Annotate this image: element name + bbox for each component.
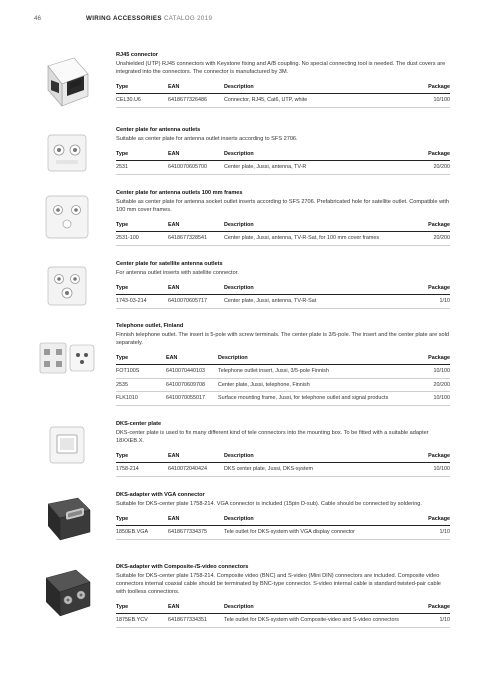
section-description: DKS-center plate is used to fix many different kind of tele connectors into the mounting box. To be fitted with a suitable adapter 18XXEB.X. <box>116 430 429 444</box>
product-table <box>116 452 450 477</box>
section-description: For antenna outlet inserts with satellite connector. <box>116 270 239 276</box>
ean-cell: 6410070605717 <box>168 295 224 309</box>
section-title: Center plate for satellite antenna outlets <box>116 261 223 267</box>
table-row <box>116 365 450 379</box>
section-description: Suitable as center plate for antenna outlet inserts according to SFS 2706. <box>116 136 298 142</box>
column-header-type: Type <box>116 452 168 463</box>
table-row <box>116 526 450 540</box>
section-description: Unshielded (UTP) RJ45 connectors with Keystone fixing and A/B coupling. No special connecting tool is needed. The dust covers are integrated into the connectors. The connector is manufactured by 3M. <box>116 61 446 75</box>
section-title: Center plate for antenna outlets 100 mm frames <box>116 190 243 196</box>
column-header-ean: EAN <box>168 452 224 463</box>
description-cell: Center plate, Jussi, telephone, Finnish <box>218 378 424 392</box>
section-title: DKS-center plate <box>116 421 162 427</box>
satellite-center-plate-image <box>34 261 100 323</box>
catalog-title-bold: WIRING ACCESSORIES <box>86 15 162 22</box>
column-header-ean: EAN <box>166 354 218 365</box>
type-cell: CEL30.U6 <box>116 94 168 108</box>
column-header-ean: EAN <box>168 603 224 614</box>
column-header-ean: EAN <box>168 150 224 161</box>
product-table <box>116 284 450 309</box>
column-header-package: Package <box>403 83 450 94</box>
ean-cell: 6418677326486 <box>168 94 224 108</box>
package-cell: 10/100 <box>403 94 450 108</box>
table-row <box>116 463 450 477</box>
section-title: RJ45 connector <box>116 52 158 58</box>
product-table <box>116 515 450 540</box>
dks-video-adapter-image <box>34 564 100 626</box>
ean-cell: 6410072040424 <box>168 463 224 477</box>
description-cell: Connector, RJ45, Cat6, UTP, white <box>224 94 403 108</box>
type-cell: FLK1010 <box>116 392 166 406</box>
type-cell: 2535 <box>116 378 166 392</box>
section-title: DKS-adapter with Composite-/S-video connectors <box>116 564 249 570</box>
description-cell: Center plate, Jussi, antenna, TV-R-Sat, for 100 mm cover frames <box>224 232 422 246</box>
package-cell: 10/100 <box>424 365 450 379</box>
column-header-description: Description <box>224 452 405 463</box>
column-header-type: Type <box>116 603 168 614</box>
column-header-description: Description <box>224 150 403 161</box>
column-header-package: Package <box>424 354 450 365</box>
column-header-type: Type <box>116 354 166 365</box>
product-table <box>116 603 450 628</box>
column-header-description: Description <box>218 354 424 365</box>
description-cell: Tele outlet for DKS-system with Composite-video and S-video connectors <box>224 614 425 628</box>
column-header-description: Description <box>224 284 407 295</box>
antenna-center-plate-image <box>34 127 100 189</box>
description-cell: Tele outlet for DKS-system with VGA display connector <box>224 526 418 540</box>
section-description: Suitable as center plate for antenna socket outlet inserts according to SFS 2706. Prefabricated hole for satellite outlet. Compatible with 100 mm cover frames. <box>116 199 450 213</box>
page-header <box>34 15 450 25</box>
package-cell: 1/10 <box>425 614 450 628</box>
type-cell: 1743-03-214 <box>116 295 168 309</box>
dks-vga-adapter-image <box>34 492 100 554</box>
column-header-type: Type <box>116 83 168 94</box>
type-cell: 1850EB.VGA <box>116 526 168 540</box>
catalog-title <box>86 15 212 22</box>
column-header-ean: EAN <box>168 284 224 295</box>
telephone-outlet-image <box>34 335 100 397</box>
section-title: DKS-adapter with VGA connector <box>116 492 205 498</box>
package-cell: 10/100 <box>405 463 450 477</box>
column-header-type: Type <box>116 221 168 232</box>
ean-cell: 6410070609708 <box>166 378 218 392</box>
antenna-center-plate-100mm-image <box>34 190 100 252</box>
column-header-description: Description <box>224 221 422 232</box>
section-title: Telephone outlet, Finland <box>116 323 184 329</box>
catalog-title-light: CATALOG 2019 <box>163 15 213 22</box>
package-cell: 20/200 <box>422 232 450 246</box>
description-cell: Telephone outlet insert, Jussi, 3/5-pole Finnish <box>218 365 424 379</box>
column-header-ean: EAN <box>168 515 224 526</box>
dks-center-plate-image <box>34 421 100 483</box>
table-row <box>116 614 450 628</box>
column-header-package: Package <box>403 150 450 161</box>
package-cell: 10/100 <box>424 392 450 406</box>
description-cell: Surface mounting frame, Jussi, for telephone outlet and signal products <box>218 392 424 406</box>
type-cell: 2531-100 <box>116 232 168 246</box>
table-row <box>116 232 450 246</box>
column-header-type: Type <box>116 515 168 526</box>
product-table <box>116 150 450 175</box>
column-header-description: Description <box>224 603 425 614</box>
section-title: Center plate for antenna outlets <box>116 127 201 133</box>
product-table <box>116 221 450 246</box>
ean-cell: 6410070605700 <box>168 161 224 175</box>
package-cell: 20/200 <box>424 378 450 392</box>
section-description: Finnish telephone outlet. The insert is 5-pole with screw terminals. The center plate is 3/5-pole. The insert and the center plate are sold separately. <box>116 332 450 346</box>
ean-cell: 6410070440103 <box>166 365 218 379</box>
column-header-package: Package <box>422 221 450 232</box>
column-header-ean: EAN <box>168 83 224 94</box>
product-table <box>116 83 450 108</box>
section-description: Suitable for DKS-center plate 1758-214. VGA connector is included (15pin D-sub). Cable should be connected by soldering. <box>116 501 422 507</box>
product-table <box>116 354 450 406</box>
ean-cell: 6418677328541 <box>168 232 224 246</box>
column-header-package: Package <box>407 284 450 295</box>
ean-cell: 6410070055017 <box>166 392 218 406</box>
description-cell: Center plate, Jussi, antenna, TV-R <box>224 161 403 175</box>
table-row <box>116 161 450 175</box>
type-cell: 2531 <box>116 161 168 175</box>
column-header-type: Type <box>116 284 168 295</box>
column-header-package: Package <box>425 603 450 614</box>
column-header-package: Package <box>405 452 450 463</box>
rj45-connector-image <box>34 52 100 114</box>
table-row <box>116 295 450 309</box>
column-header-package: Package <box>418 515 450 526</box>
table-row <box>116 392 450 406</box>
description-cell: Center plate, Jussi, antenna, TV-R-Sat <box>224 295 407 309</box>
type-cell: FOT100S <box>116 365 166 379</box>
page-number: 46 <box>34 15 41 22</box>
ean-cell: 6418677334351 <box>168 614 224 628</box>
package-cell: 20/200 <box>403 161 450 175</box>
column-header-type: Type <box>116 150 168 161</box>
column-header-description: Description <box>224 83 403 94</box>
table-row <box>116 94 450 108</box>
type-cell: 1758-214 <box>116 463 168 477</box>
column-header-description: Description <box>224 515 418 526</box>
type-cell: 1875EB.YCV <box>116 614 168 628</box>
section-description: Suitable for DKS-center plate 1758-214. Composite video (BNC) and S-video (Mini DIN) connectors are included. Composite video connectors internal coaxial cable should be terminated by BNC-type connector. S-video internal cable is standard twisted-pair cable with toolless connections. <box>116 573 441 595</box>
table-row <box>116 378 450 392</box>
column-header-ean: EAN <box>168 221 224 232</box>
package-cell: 1/10 <box>418 526 450 540</box>
description-cell: DKS center plate, Jussi, DKS-system <box>224 463 405 477</box>
ean-cell: 6418677334375 <box>168 526 224 540</box>
package-cell: 1/10 <box>407 295 450 309</box>
